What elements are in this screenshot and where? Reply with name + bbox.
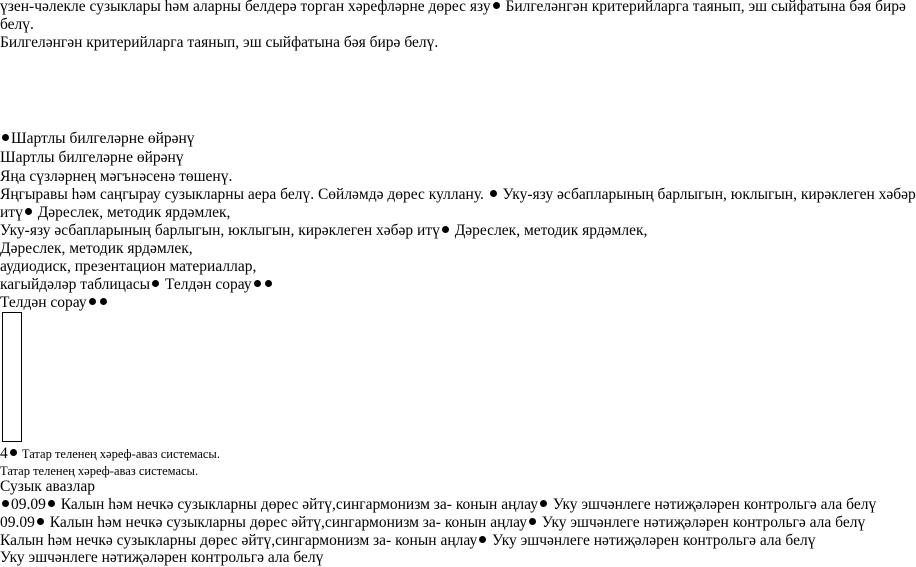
text-line-17 <box>0 514 865 532</box>
bullet-icon <box>493 2 500 9</box>
bullet-icon <box>37 518 44 525</box>
line-18-text-b: Уку эшчәнлеге нәтиҗәләрен контрольгә ала белү <box>488 532 816 549</box>
line-16-text-a: 09.09 <box>11 496 46 513</box>
bullet-icon <box>152 280 159 287</box>
text-line-7 <box>0 204 230 222</box>
line-8-text-b: Дәреслек, методик ярдәмлек, <box>450 222 648 239</box>
line-0-text-b: Билгеләнгән критерийларга таянып, эш сыйфатына бәя бирә <box>501 0 906 15</box>
bullet-icon <box>540 500 547 507</box>
line-2-text: Билгеләнгән критерийларга таянып, эш сыйфатына бәя бирә белү. <box>0 34 439 51</box>
line-6-text-b: Уку-язу әсбапларының барлыгын, юклыгын, кирәклеген хәбәр <box>498 186 916 203</box>
text-line-12 <box>0 294 109 312</box>
line-11-text-a: кагыйдәләр таблицасы <box>0 276 151 293</box>
text-line-5 <box>0 168 232 186</box>
line-8-text-a: Уку-язу әсбапларының барлыгын, юклыгын, кирәклеген хәбәр итү <box>0 222 440 239</box>
line-14-text: Татар теленең хәреф-аваз системасы. <box>0 464 199 478</box>
line-5-text: Яңа сүзләрнең мәгънәсенә төшенү. <box>0 168 233 185</box>
bullet-icon <box>48 500 55 507</box>
line-7-text-b: Дәреслек, методик ярдәмлек, <box>33 204 231 221</box>
bullet-icon <box>2 500 9 507</box>
line-17-text-a: 09.09 <box>0 514 35 531</box>
text-line-19 <box>0 549 323 567</box>
text-line-8 <box>0 222 647 240</box>
line-13-text-a: 4 <box>0 445 8 462</box>
text-line-11 <box>0 276 274 294</box>
line-17-text-c: Уку эшчәнлеге нәтиҗәләрен контрольгә ала белү <box>537 514 866 531</box>
text-line-13 <box>0 445 220 463</box>
text-line-16 <box>0 496 876 514</box>
bullet-icon <box>265 280 272 287</box>
bullet-icon <box>529 518 536 525</box>
bullet-icon <box>479 536 486 543</box>
line-0-text-a: үзен-чәлекле сузыклары һәм аларны белдерә торган хәрефләрне дөрес язу <box>0 0 491 15</box>
line-17-text-b: Калын һәм нечкә сузыкларны дөрес әйтү,сингармонизм за- конын аңлау <box>45 514 527 531</box>
line-10-text: аудиодиск, презентацион материаллар, <box>0 258 257 275</box>
line-1-text: белү. <box>0 16 34 33</box>
bullet-icon <box>89 298 96 305</box>
line-11-text-b: Телдән сорау <box>161 276 252 293</box>
line-4-text: Шартлы билгеләрне өйрәнү <box>0 149 184 166</box>
line-13-text-b: Татар теленең хәреф-аваз системасы. <box>18 447 220 461</box>
text-line-3 <box>0 130 195 148</box>
text-line-9 <box>0 240 193 258</box>
line-16-text-c: Уку эшчәнлеге нәтиҗәләрен контрольгә ала белү <box>548 496 877 513</box>
bullet-icon <box>490 190 497 197</box>
line-9-text: Дәреслек, методик ярдәмлек, <box>0 240 193 257</box>
bullet-icon <box>100 298 107 305</box>
bullet-icon <box>10 449 17 456</box>
text-line-0 <box>0 0 906 16</box>
text-line-4 <box>0 149 184 167</box>
line-19-text: Уку эшчәнлеге нәтиҗәләрен контрольгә ала белү <box>0 549 324 566</box>
line-6-text-a: Яңгыравы һәм саңгырау сузыкларны аера белү. Сөйләмдә дөрес куллану. <box>0 186 488 203</box>
text-line-6 <box>0 186 916 204</box>
line-7-text-a: итү <box>0 204 23 221</box>
text-line-18 <box>0 532 815 550</box>
line-16-text-b: Калын һәм нечкә сузыкларны дөрес әйтү,сингармонизм за- конын аңлау <box>56 496 538 513</box>
text-line-10 <box>0 258 256 276</box>
text-line-15 <box>0 478 95 496</box>
line-18-text-a: Калын һәм нечкә сузыкларны дөрес әйтү,сингармонизм за- конын аңлау <box>0 532 478 549</box>
bullet-icon <box>25 208 32 215</box>
bullet-icon <box>2 134 9 141</box>
line-3-text: Шартлы билгеләрне өйрәнү <box>11 130 195 147</box>
text-line-1 <box>0 16 34 34</box>
text-line-2 <box>0 34 438 52</box>
line-12-text: Телдән сорау <box>0 294 87 311</box>
bullet-icon <box>442 226 449 233</box>
bullet-icon <box>254 280 261 287</box>
empty-box <box>2 312 22 442</box>
line-15-text: Сузык авазлар <box>0 478 96 495</box>
